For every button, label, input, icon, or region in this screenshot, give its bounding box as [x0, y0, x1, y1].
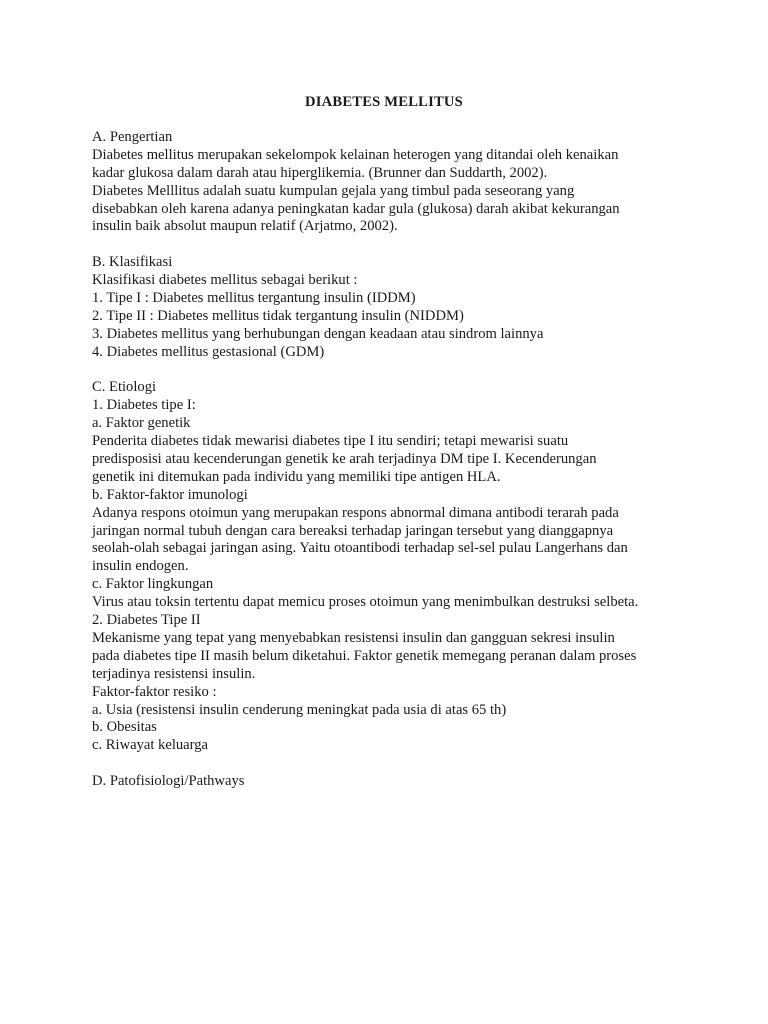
list-item: 1. Tipe I : Diabetes mellitus tergantung insulin (IDDM) — [92, 290, 416, 307]
paragraph-line: predisposisi atau kecenderungan genetik ke arah terjadinya DM tipe I. Kecenderungan — [92, 451, 597, 468]
section-heading-klasifikasi: B. Klasifikasi — [92, 254, 173, 271]
subheading: Faktor-faktor resiko : — [92, 683, 217, 700]
subheading: c. Faktor lingkungan — [92, 576, 214, 593]
paragraph-line: disebabkan oleh karena adanya peningkatan kadar gula (glukosa) darah akibat kekurangan — [92, 200, 620, 217]
paragraph-line: Adanya respons otoimun yang merupakan respons abnormal dimana antibodi terarah pada — [92, 504, 619, 521]
list-item: 3. Diabetes mellitus yang berhubungan dengan keadaan atau sindrom lainnya — [92, 325, 544, 342]
list-item: 4. Diabetes mellitus gestasional (GDM) — [92, 343, 325, 360]
paragraph-line: Penderita diabetes tidak mewarisi diabetes tipe I itu sendiri; tetapi mewarisi suatu — [92, 433, 569, 450]
subheading: 2. Diabetes Tipe II — [92, 612, 201, 629]
paragraph-line: kadar glukosa dalam darah atau hiperglikemia. (Brunner dan Suddarth, 2002). — [92, 164, 548, 181]
subheading: 1. Diabetes tipe I: — [92, 397, 196, 414]
paragraph-line: insulin endogen. — [92, 558, 189, 575]
blank-line — [92, 755, 692, 773]
blank-line — [92, 362, 692, 380]
paragraph-line: jaringan normal tubuh dengan cara bereaksi terhadap jaringan tersebut yang dianggapnya — [92, 522, 614, 539]
paragraph-line: terjadinya resistensi insulin. — [92, 665, 256, 682]
document-title: DIABETES MELLITUS — [305, 94, 463, 110]
paragraph-line: Klasifikasi diabetes mellitus sebagai berikut : — [92, 272, 358, 289]
paragraph-line: pada diabetes tipe II masih belum diketahui. Faktor genetik memegang peranan dalam proses — [92, 647, 637, 664]
list-item: a. Usia (resistensi insulin cenderung meningkat pada usia di atas 65 th) — [92, 701, 507, 718]
list-item: b. Obesitas — [92, 719, 157, 736]
subheading: b. Faktor-faktor imunologi — [92, 486, 248, 503]
paragraph-line: Diabetes mellitus merupakan sekelompok kelainan heterogen yang ditandai oleh kenaikan — [92, 146, 619, 163]
paragraph-line: Virus atau toksin tertentu dapat memicu proses otoimun yang menimbulkan destruksi selbeta. — [92, 594, 639, 611]
paragraph-line: Diabetes Melllitus adalah suatu kumpulan gejala yang timbul pada seseorang yang — [92, 182, 575, 199]
paragraph-line: genetik ini ditemukan pada individu yang memiliki tipe antigen HLA. — [92, 468, 501, 485]
subheading: a. Faktor genetik — [92, 415, 191, 432]
paragraph-line: Mekanisme yang tepat yang menyebabkan resistensi insulin dan gangguan sekresi insulin — [92, 629, 615, 646]
paragraph-line: insulin baik absolut maupun relatif (Arjatmo, 2002). — [92, 218, 398, 235]
section-heading-patofisiologi: D. Patofisiologi/Pathways — [92, 773, 245, 790]
list-item: c. Riwayat keluarga — [92, 737, 209, 754]
list-item: 2. Tipe II : Diabetes mellitus tidak tergantung insulin (NIDDM) — [92, 307, 464, 324]
section-heading-etiologi: C. Etiologi — [92, 379, 157, 396]
section-heading-pengertian: A. Pengertian — [92, 129, 173, 145]
paragraph-line: seolah-olah sebagai jaringan asing. Yaitu otoantibodi terhadap sel-sel pulau Langerhans dan — [92, 540, 628, 557]
blank-line — [92, 236, 692, 254]
document-body — [92, 129, 692, 791]
